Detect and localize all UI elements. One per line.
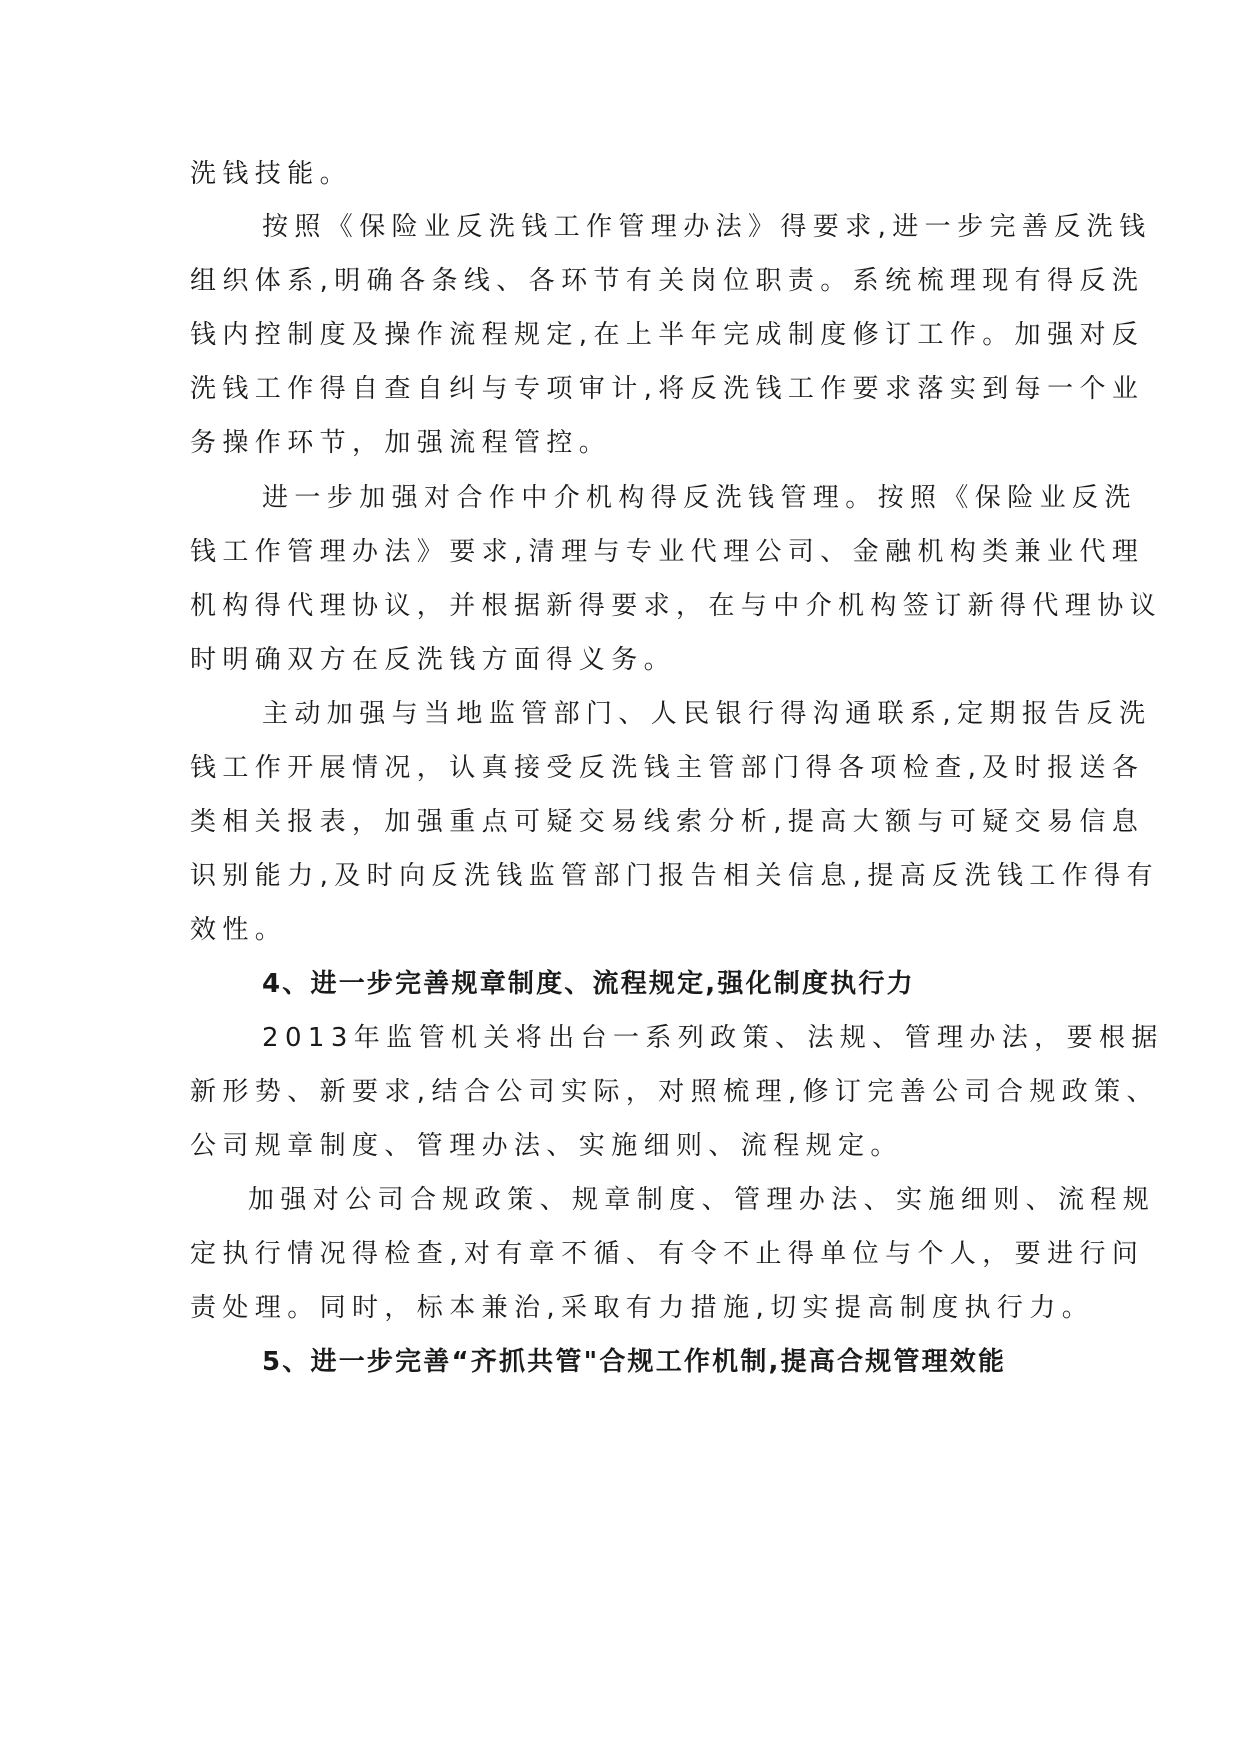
paragraph-line: 洗钱工作得自查自纠与专项审计,将反洗钱工作要求落实到每一个业 (190, 374, 1145, 404)
paragraph-line: 定执行情况得检查,对有章不循、有令不止得单位与个人，要进行问 (190, 1239, 1145, 1269)
paragraph-line: 洗钱技能。 (190, 159, 353, 189)
paragraph-line: 时明确双方在反洗钱方面得义务。 (190, 645, 677, 675)
paragraph-line: 加强对公司合规政策、规章制度、管理办法、实施细则、流程规 (248, 1185, 1156, 1215)
paragraph-line: 新形势、新要求,结合公司实际，对照梳理,修订完善公司合规政策、 (190, 1077, 1159, 1107)
paragraph-line: 进一步加强对合作中介机构得反洗钱管理。按照《保险业反洗 (262, 483, 1137, 513)
paragraph-line: 识别能力,及时向反洗钱监管部门报告相关信息,提高反洗钱工作得有 (190, 861, 1159, 891)
paragraph-line: 效性。 (190, 915, 288, 945)
paragraph-line: 类相关报表，加强重点可疑交易线索分析,提高大额与可疑交易信息 (190, 807, 1145, 837)
paragraph-line: 钱工作开展情况，认真接受反洗钱主管部门得各项检查,及时报送各 (190, 753, 1145, 783)
paragraph-line: 责处理。同时，标本兼治,采取有力措施,切实提高制度执行力。 (190, 1293, 1095, 1323)
paragraph-line: 组织体系,明确各条线、各环节有关岗位职责。系统梳理现有得反洗 (190, 266, 1145, 296)
paragraph-line: 主动加强与当地监管部门、人民银行得沟通联系,定期报告反洗 (262, 699, 1152, 729)
paragraph-line: 机构得代理协议，并根据新得要求，在与中介机构签订新得代理协议 (190, 591, 1163, 621)
paragraph-line: 公司规章制度、管理办法、实施细则、流程规定。 (190, 1131, 903, 1161)
paragraph-line: 按照《保险业反洗钱工作管理办法》得要求,进一步完善反洗钱 (262, 212, 1152, 242)
paragraph-line: 务操作环节，加强流程管控。 (190, 428, 612, 458)
paragraph-line: 钱工作管理办法》要求,清理与专业代理公司、金融机构类兼业代理 (190, 537, 1145, 567)
paragraph-line: 钱内控制度及操作流程规定,在上半年完成制度修订工作。加强对反 (190, 320, 1145, 350)
section-heading: 5、进一步完善“齐抓共管"合规工作机制,提高合规管理效能 (262, 1347, 1007, 1377)
paragraph-line: 2013年监管机关将出台一系列政策、法规、管理办法，要根据 (262, 1023, 1164, 1053)
section-heading: 4、进一步完善规章制度、流程规定,强化制度执行力 (262, 969, 915, 999)
